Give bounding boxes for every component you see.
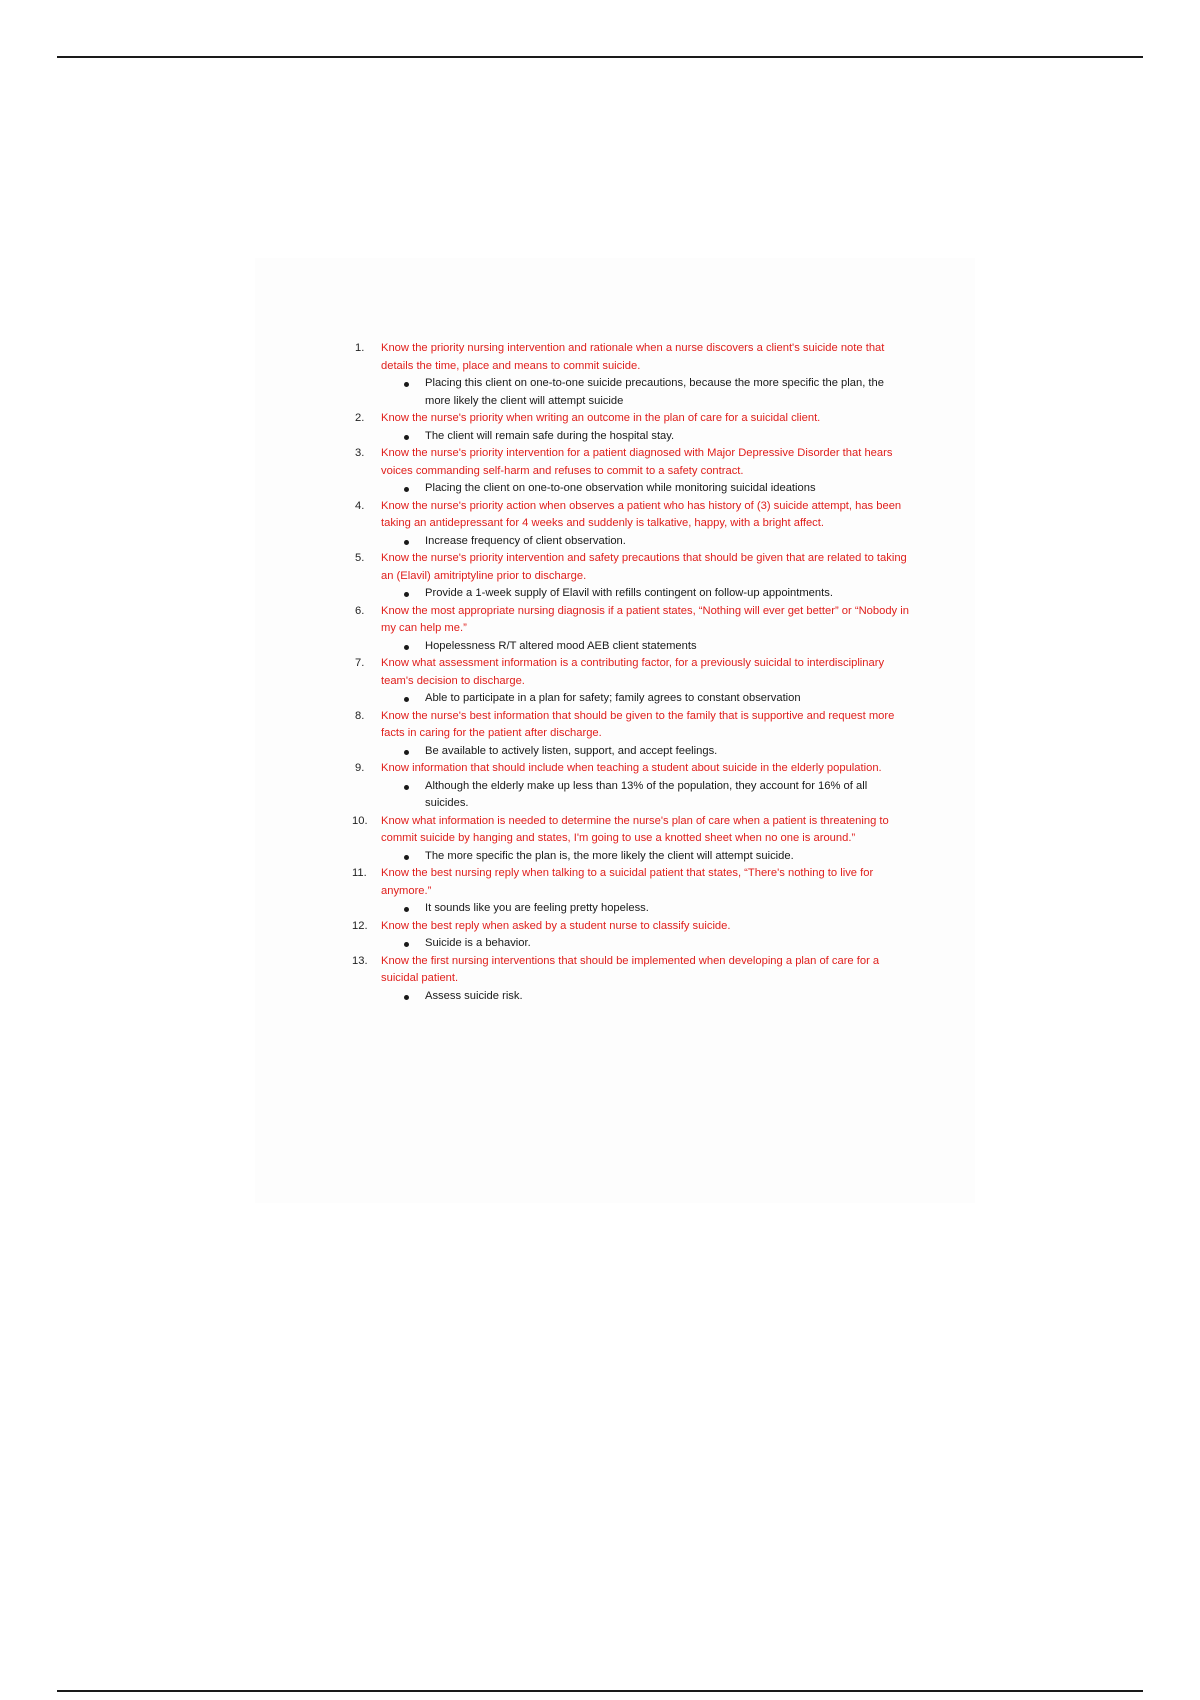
question-number: 6. (355, 604, 365, 617)
answer-item (381, 690, 910, 708)
answer-item (381, 375, 910, 410)
bullet-icon (404, 785, 409, 790)
answer-list (381, 778, 910, 813)
answer-list (381, 428, 910, 446)
question-item (355, 708, 910, 761)
bullet-icon (404, 855, 409, 860)
question-text: Know the first nursing interventions that should be implemented when developing a plan of care for a suicidal patient. (381, 954, 880, 984)
answer-list (381, 638, 910, 656)
question-number: 5. (355, 552, 365, 564)
bullet-icon (404, 382, 409, 387)
answer-item (381, 900, 910, 918)
answer-list (381, 848, 910, 866)
question-text: Know the nurse's priority when writing an outcome in the plan of care for a suicidal client. (381, 412, 821, 424)
answer-text: Assess suicide risk. (425, 989, 523, 1002)
answer-list (381, 690, 910, 708)
answer-text: Hopelessness R/T altered mood AEB client statements (425, 639, 697, 652)
question-number: 11. (352, 867, 367, 879)
answer-item (381, 778, 910, 813)
answer-list (381, 988, 910, 1006)
question-number: 9. (355, 762, 365, 774)
answer-list (381, 480, 910, 498)
answer-item (381, 935, 910, 953)
answer-text: Able to participate in a plan for safety; family agrees to constant observation (425, 692, 801, 704)
question-item (355, 498, 910, 551)
question-item (355, 550, 910, 603)
question-number: 10. (352, 814, 368, 827)
question-item (355, 410, 910, 445)
answer-item (381, 533, 910, 551)
answer-item (381, 638, 910, 656)
question-number: 7. (355, 657, 365, 669)
question-item (352, 865, 910, 918)
question-number: 3. (355, 447, 365, 459)
answer-text: Be available to actively listen, support, and accept feelings. (425, 744, 718, 757)
question-text: Know the nurse's priority intervention and safety precautions that should be given that are related to taking an (Elavil) amitriptyline prior to discharge. (381, 552, 907, 582)
bullet-icon (404, 942, 409, 947)
answer-text: The client will remain safe during the hospital stay. (425, 429, 675, 442)
question-number: 1. (355, 342, 365, 354)
question-list (352, 340, 910, 1005)
answer-text: Placing this client on one-to-one suicide precautions, because the more specific the plan, the more likely the client will attempt suicide (425, 377, 884, 407)
bullet-icon (404, 995, 409, 1000)
answer-list (381, 375, 910, 410)
question-text: Know the priority nursing intervention and rationale when a nurse discovers a client's suicide note that details the time, place and means to commit suicide. (381, 342, 885, 372)
answer-list (381, 585, 910, 603)
question-number: 8. (355, 709, 365, 722)
question-text: Know the nurse's best information that should be given to the family that is supportive and request more facts in caring for the patient after discharge. (381, 709, 895, 739)
answer-item (381, 988, 910, 1006)
question-text: Know the best nursing reply when talking to a suicidal patient that states, “There's nothing to live for anymore.” (381, 867, 874, 897)
question-item (352, 953, 910, 1006)
answer-text: Increase frequency of client observation. (425, 534, 626, 547)
question-text: Know the nurse's priority intervention for a patient diagnosed with Major Depressive Disorder that hears voices commanding self-harm and refuses to commit to a safety contract. (381, 447, 893, 477)
bullet-icon (404, 697, 409, 702)
question-number: 2. (355, 412, 365, 424)
answer-text: It sounds like you are feeling pretty hopeless. (425, 902, 649, 914)
question-item (352, 813, 910, 866)
question-item (355, 340, 910, 410)
bullet-icon (404, 645, 409, 650)
answer-list (381, 935, 910, 953)
answer-item (381, 480, 910, 498)
question-text: Know the best reply when asked by a student nurse to classify suicide. (381, 919, 731, 932)
question-item (355, 603, 910, 656)
question-item (355, 655, 910, 708)
bullet-icon (404, 540, 409, 545)
question-text: Know the most appropriate nursing diagnosis if a patient states, “Nothing will ever get better” or “Nobody in my can help me.” (381, 604, 909, 634)
bullet-icon (404, 435, 409, 440)
bullet-icon (404, 750, 409, 755)
question-text: Know what assessment information is a contributing factor, for a previously suicidal to interdisciplinary team's decision to discharge. (381, 657, 885, 687)
answer-list (381, 900, 910, 918)
bullet-icon (404, 592, 409, 597)
answer-item (381, 848, 910, 866)
question-text: Know the nurse's priority action when observes a patient who has history of (3) suicide attempt, has been taking an antidepressant for 4 weeks and suddenly is talkative, happy, with a bright affect. (381, 499, 902, 529)
answer-text: Placing the client on one-to-one observation while monitoring suicidal ideations (425, 482, 816, 494)
question-item (355, 445, 910, 498)
question-item (352, 918, 910, 953)
question-item (355, 760, 910, 813)
answer-text: Although the elderly make up less than 13% of the population, they account for 16% of all suicides. (425, 779, 868, 809)
question-text: Know information that should include when teaching a student about suicide in the elderly population. (381, 762, 882, 774)
question-text: Know what information is needed to determine the nurse's plan of care when a patient is threatening to commit suicide by hanging and states, I'm going to use a knotted sheet when no one is around.” (381, 814, 889, 844)
answer-list (381, 743, 910, 761)
answer-list (381, 533, 910, 551)
answer-item (381, 428, 910, 446)
question-number: 13. (352, 954, 368, 967)
answer-text: Provide a 1-week supply of Elavil with refills contingent on follow-up appointments. (425, 587, 833, 599)
answer-item (381, 585, 910, 603)
answer-text: Suicide is a behavior. (425, 937, 531, 949)
top-rule (57, 56, 1143, 58)
answer-text: The more specific the plan is, the more likely the client will attempt suicide. (425, 849, 794, 862)
bullet-icon (404, 907, 409, 912)
question-number: 12. (352, 919, 368, 932)
answer-item (381, 743, 910, 761)
question-number: 4. (355, 499, 365, 512)
bullet-icon (404, 487, 409, 492)
bottom-rule (57, 1690, 1143, 1692)
